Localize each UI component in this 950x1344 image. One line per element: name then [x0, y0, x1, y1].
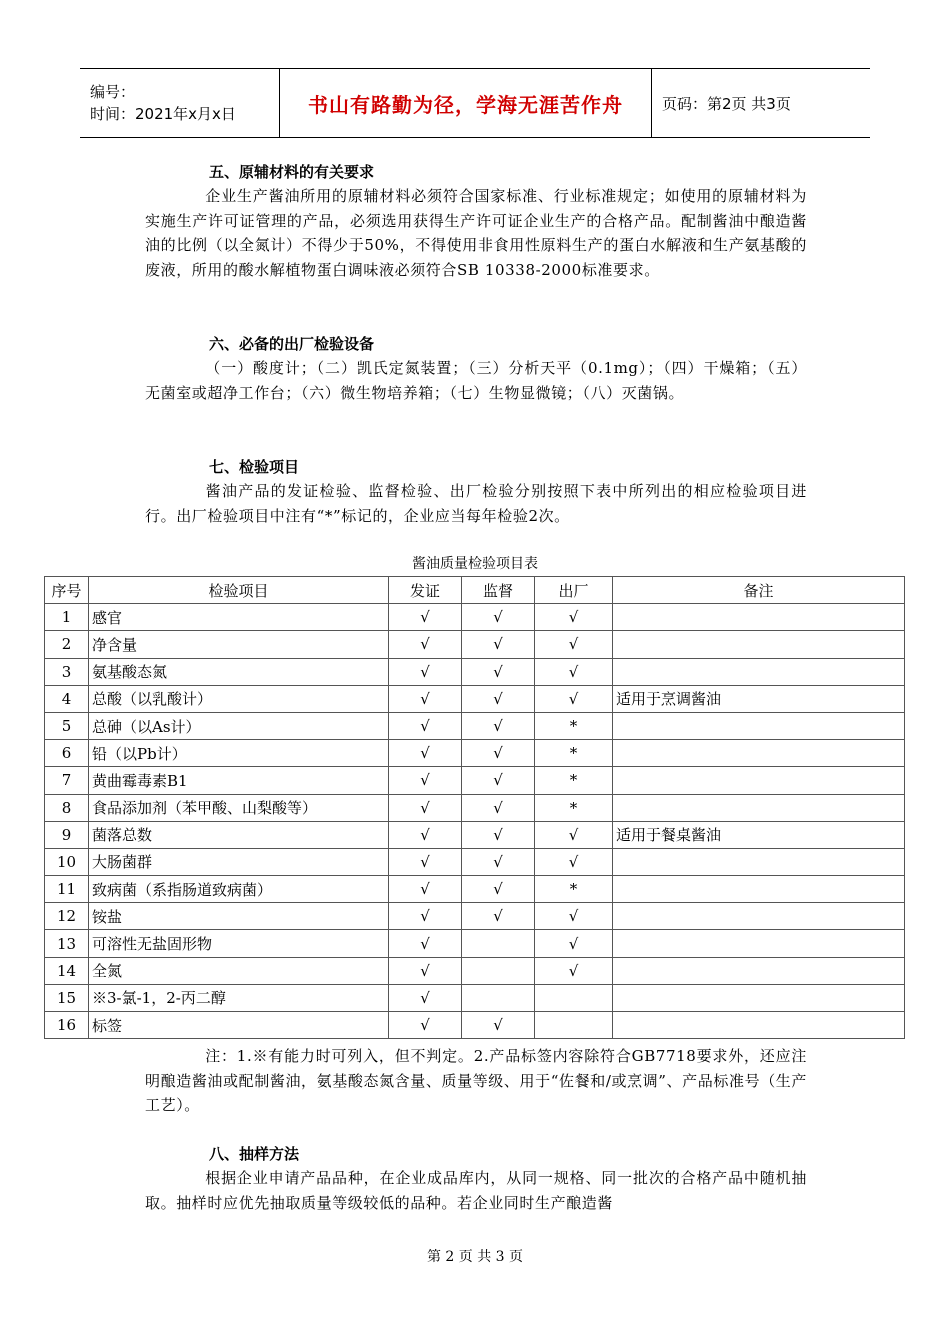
row-factory: *	[535, 740, 613, 767]
section-5	[145, 160, 807, 282]
row-cert: √	[389, 604, 462, 631]
row-item: 氨基酸态氮	[89, 658, 389, 685]
col-header-no: 序号	[45, 577, 89, 604]
table-row	[45, 957, 905, 984]
section-7-paragraph: 酱油产品的发证检验、监督检验、出厂检验分别按照下表中所列出的相应检验项目进行。出厂检验项目中注有“*”标记的，企业应当每年检验2次。	[145, 482, 807, 525]
row-factory: √	[535, 685, 613, 712]
row-number: 7	[45, 767, 89, 794]
row-number: 2	[45, 631, 89, 658]
row-cert: √	[389, 712, 462, 739]
row-factory	[535, 1012, 613, 1039]
row-remark	[613, 604, 905, 631]
row-supervision: √	[462, 903, 535, 930]
row-factory: √	[535, 903, 613, 930]
row-item: 致病菌（系指肠道致病菌）	[89, 876, 389, 903]
row-remark	[613, 903, 905, 930]
col-header-supervision: 监督	[462, 577, 535, 604]
row-remark: 适用于烹调酱油	[613, 685, 905, 712]
row-cert: √	[389, 984, 462, 1011]
row-supervision: √	[462, 767, 535, 794]
row-factory: *	[535, 876, 613, 903]
row-remark	[613, 930, 905, 957]
table-row	[45, 984, 905, 1011]
table-row	[45, 685, 905, 712]
col-header-item: 检验项目	[89, 577, 389, 604]
row-number: 10	[45, 848, 89, 875]
row-item: 全氮	[89, 957, 389, 984]
row-factory: √	[535, 604, 613, 631]
header-meta	[80, 69, 280, 137]
row-supervision: √	[462, 821, 535, 848]
table-row	[45, 631, 905, 658]
header-page-number: 页码：第2页 共3页	[662, 94, 791, 113]
row-number: 8	[45, 794, 89, 821]
row-cert: √	[389, 658, 462, 685]
row-supervision: √	[462, 631, 535, 658]
row-factory	[535, 984, 613, 1011]
row-item: 铵盐	[89, 903, 389, 930]
row-factory: *	[535, 767, 613, 794]
document-number: 编号：	[90, 83, 136, 101]
row-number: 4	[45, 685, 89, 712]
section-7	[145, 455, 807, 528]
row-remark: 适用于餐桌酱油	[613, 821, 905, 848]
section-6-title: 六、必备的出厂检验设备	[209, 335, 375, 353]
col-header-cert: 发证	[389, 577, 462, 604]
document-date: 时间：2021年x月x日	[90, 105, 236, 123]
row-factory: √	[535, 658, 613, 685]
row-supervision: √	[462, 794, 535, 821]
row-factory: √	[535, 631, 613, 658]
row-supervision: √	[462, 1012, 535, 1039]
table-note-paragraph: 注：1.※有能力时可列入，但不判定。2.产品标签内容除符合GB7718要求外，还应注明酿造酱油或配制酱油，氨基酸态氮含量、质量等级、用于“佐餐和/或烹调”、产品标准号（生产工艺）。	[145, 1047, 807, 1114]
table-row	[45, 930, 905, 957]
table-row	[45, 767, 905, 794]
row-factory: √	[535, 848, 613, 875]
row-remark	[613, 767, 905, 794]
row-cert: √	[389, 794, 462, 821]
table-row	[45, 740, 905, 767]
row-item: ※3-氯-1，2-丙二醇	[89, 984, 389, 1011]
row-supervision: √	[462, 876, 535, 903]
row-number: 12	[45, 903, 89, 930]
section-8-title: 八、抽样方法	[209, 1145, 300, 1163]
page-header	[80, 68, 870, 138]
table-row	[45, 604, 905, 631]
row-cert: √	[389, 821, 462, 848]
section-8-paragraph: 根据企业申请产品品种，在企业成品库内，从同一规格、同一批次的合格产品中随机抽取。抽样时应优先抽取质量等级较低的品种。若企业同时生产酿造酱	[145, 1169, 807, 1212]
table-caption: 酱油质量检验项目表	[412, 556, 538, 572]
section-5-paragraph: 企业生产酱油所用的原辅材料必须符合国家标准、行业标准规定；如使用的原辅材料为实施生产许可证管理的产品，必须选用获得生产许可证企业生产的合格产品。配制酱油中酿造酱油的比例（以全氮计）不得少于50%，不得使用非食用性原料生产的蛋白水解液和生产氨基酸的废液，所用的酸水解植物蛋白调味液必须符合SB 10338-2000标准要求。	[145, 187, 807, 279]
row-remark	[613, 984, 905, 1011]
row-cert: √	[389, 876, 462, 903]
table-row	[45, 903, 905, 930]
row-remark	[613, 957, 905, 984]
section-7-title: 七、检验项目	[209, 458, 300, 476]
table-row	[45, 1012, 905, 1039]
row-item: 总砷（以As计）	[89, 712, 389, 739]
row-factory: √	[535, 930, 613, 957]
row-factory: √	[535, 821, 613, 848]
row-cert: √	[389, 631, 462, 658]
row-cert: √	[389, 740, 462, 767]
row-item: 净含量	[89, 631, 389, 658]
section-6	[145, 332, 807, 405]
row-item: 标签	[89, 1012, 389, 1039]
row-supervision	[462, 984, 535, 1011]
row-cert: √	[389, 957, 462, 984]
table-note	[145, 1044, 807, 1118]
row-supervision: √	[462, 740, 535, 767]
section-6-paragraph: （一）酸度计；（二）凯氏定氮装置；（三）分析天平（0.1mg）；（四）干燥箱；（五）无菌室或超净工作台；（六）微生物培养箱；（七）生物显微镜；（八）灭菌锅。	[145, 359, 807, 402]
row-supervision	[462, 957, 535, 984]
row-remark	[613, 712, 905, 739]
table-row	[45, 876, 905, 903]
row-number: 14	[45, 957, 89, 984]
row-supervision: √	[462, 848, 535, 875]
row-supervision: √	[462, 685, 535, 712]
row-remark	[613, 1012, 905, 1039]
row-factory: *	[535, 712, 613, 739]
row-factory: √	[535, 957, 613, 984]
table-row	[45, 848, 905, 875]
row-item: 总酸（以乳酸计）	[89, 685, 389, 712]
row-number: 1	[45, 604, 89, 631]
table-header-row	[45, 577, 905, 604]
row-number: 6	[45, 740, 89, 767]
row-item: 感官	[89, 604, 389, 631]
row-factory: *	[535, 794, 613, 821]
table-row	[45, 712, 905, 739]
row-item: 大肠菌群	[89, 848, 389, 875]
table-row	[45, 821, 905, 848]
row-remark	[613, 848, 905, 875]
row-item: 黄曲霉毒素B1	[89, 767, 389, 794]
row-cert: √	[389, 767, 462, 794]
row-item: 食品添加剂（苯甲酸、山梨酸等）	[89, 794, 389, 821]
row-supervision: √	[462, 604, 535, 631]
col-header-remark: 备注	[613, 577, 905, 604]
row-supervision	[462, 930, 535, 957]
row-item: 菌落总数	[89, 821, 389, 848]
row-number: 13	[45, 930, 89, 957]
row-number: 5	[45, 712, 89, 739]
row-item: 可溶性无盐固形物	[89, 930, 389, 957]
header-motto: 书山有路勤为径，学海无涯苦作舟	[280, 69, 652, 137]
row-number: 9	[45, 821, 89, 848]
table-row	[45, 658, 905, 685]
row-remark	[613, 658, 905, 685]
row-remark	[613, 740, 905, 767]
row-number: 11	[45, 876, 89, 903]
row-item: 铅（以Pb计）	[89, 740, 389, 767]
table-row	[45, 794, 905, 821]
inspection-items-table	[44, 576, 905, 1039]
page-footer: 第 2 页 共 3 页	[426, 1249, 524, 1265]
section-5-title: 五、原辅材料的有关要求	[209, 163, 375, 181]
section-8	[145, 1142, 807, 1215]
col-header-factory: 出厂	[535, 577, 613, 604]
row-cert: √	[389, 930, 462, 957]
row-cert: √	[389, 848, 462, 875]
row-cert: √	[389, 903, 462, 930]
row-supervision: √	[462, 658, 535, 685]
row-supervision: √	[462, 712, 535, 739]
row-number: 16	[45, 1012, 89, 1039]
row-cert: √	[389, 685, 462, 712]
row-cert: √	[389, 1012, 462, 1039]
row-number: 3	[45, 658, 89, 685]
row-number: 15	[45, 984, 89, 1011]
row-remark	[613, 876, 905, 903]
row-remark	[613, 794, 905, 821]
row-remark	[613, 631, 905, 658]
